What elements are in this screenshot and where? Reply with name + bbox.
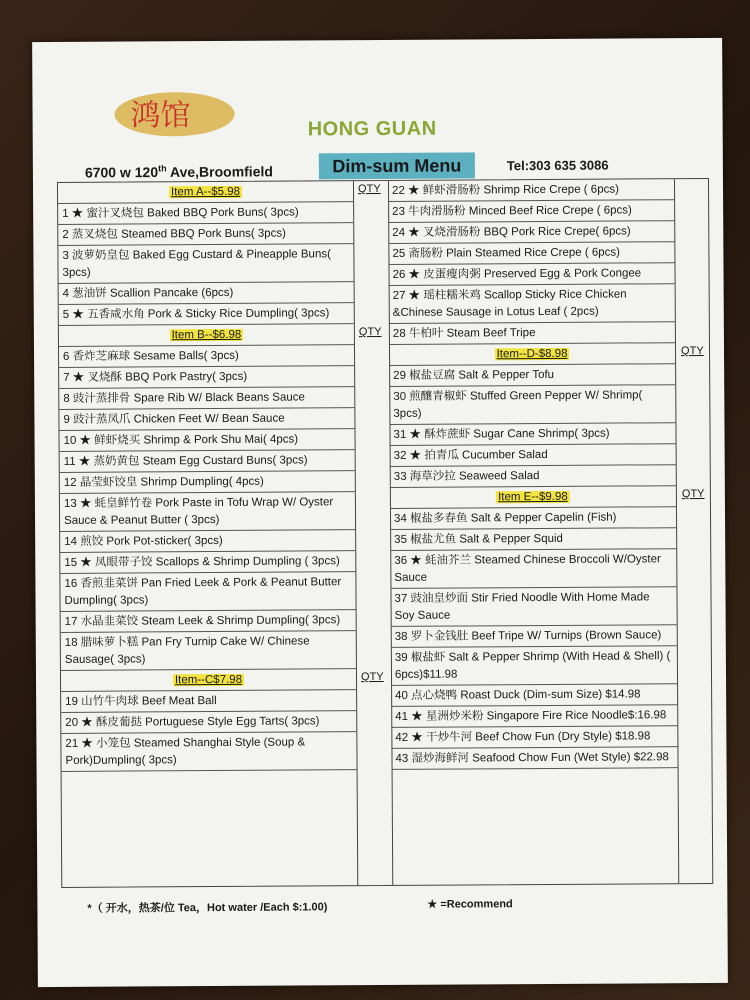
menu-item-12 — [60, 471, 355, 494]
item-english-name: Pan Fried Leek & Pork & Peanut Butter Dumpling( 3pcs) — [64, 576, 342, 607]
item-english-name: Steamed Shanghai Style (Soup & Pork)Dumpling( 3pcs) — [65, 736, 306, 767]
item-english-name: Beef Chow Fun (Dry Style) $18.98 — [475, 730, 651, 744]
footer-note: *（ 开水，热茶/位 Tea，Hot water /Each $:1.00) — [87, 901, 328, 915]
item-number: 4 — [62, 287, 73, 300]
item-english-name: Pan Fry Turnip Cake W/ Chinese Sausage( 3pcs) — [64, 635, 310, 666]
item-english-name: Scallop Sticky Rice Chicken &Chinese Sausage in Lotus Leaf ( 2pcs) — [392, 288, 627, 319]
item-english-name: Chicken Feet W/ Bean Sauce — [133, 412, 285, 426]
item-chinese-name: 蚝皇鲜竹卷 — [94, 497, 156, 510]
item-number: 42 ★ — [395, 731, 427, 744]
menu-item-41 — [391, 705, 677, 728]
item-number: 32 ★ — [393, 449, 425, 462]
logo-text: 鸿馆 — [130, 98, 191, 134]
item-english-name: Steam Beef Tripe — [446, 327, 536, 340]
item-number: 2 — [62, 228, 72, 241]
item-number: 5 ★ — [62, 308, 88, 321]
item-english-name: Roast Duck (Dim-sum Size) $14.98 — [460, 688, 641, 702]
item-number: 14 — [64, 535, 81, 548]
menu-paper — [32, 38, 728, 987]
item-chinese-name: 豉汁蒸排骨 — [72, 392, 134, 405]
section-price-label: Item E--$9.98 — [498, 490, 568, 504]
item-number: 16 — [64, 577, 81, 590]
item-number: 30 — [393, 390, 410, 403]
section-price-label: Item--C$7.98 — [174, 673, 243, 687]
item-english-name: Cucumber Salad — [462, 448, 548, 462]
item-english-name: Sugar Cane Shrimp( 3pcs) — [473, 427, 610, 441]
item-chinese-name: 香煎韭菜饼 — [80, 577, 142, 590]
item-number: 33 — [393, 470, 410, 483]
item-chinese-name: 蚝油芥兰 — [424, 554, 475, 567]
menu-item-1 — [58, 202, 353, 225]
item-english-name: Plain Steamed Rice Crepe ( 6pcs) — [446, 246, 621, 260]
item-chinese-name: 椒盐多春鱼 — [410, 512, 471, 525]
item-english-name: Spare Rib W/ Black Beans Sauce — [133, 391, 305, 405]
item-number: 20 ★ — [65, 716, 97, 729]
item-english-name: BBQ Pork Rice Crepe( 6pcs) — [483, 225, 631, 239]
item-number: 8 — [63, 392, 73, 405]
menu-item-30 — [389, 385, 675, 425]
item-number: 1 ★ — [62, 207, 87, 220]
qty-label: QTY — [681, 488, 705, 501]
menu-item-21 — [61, 732, 356, 772]
item-chinese-name: 凤眼带子饺 — [94, 556, 156, 569]
menu-item-25 — [388, 242, 674, 265]
item-english-name: Baked BBQ Pork Buns( 3pcs) — [147, 206, 299, 220]
item-number: 15 ★ — [64, 556, 96, 569]
menu-item-29 — [389, 364, 675, 387]
item-number: 34 — [394, 512, 411, 525]
item-chinese-name: 腊味萝卜糕 — [80, 636, 142, 649]
item-number: 13 ★ — [63, 497, 95, 510]
item-chinese-name: 点心烧鸭 — [411, 689, 461, 702]
phone-number: Tel:303 635 3086 — [506, 157, 609, 174]
item-english-name: Portuguese Style Egg Tarts( 3pcs) — [145, 715, 320, 729]
item-number: 18 — [64, 636, 81, 649]
item-chinese-name: 牛肉滑肠粉 — [408, 205, 469, 218]
recommend-legend: ★ =Recommend — [427, 898, 513, 911]
menu-item-18 — [61, 631, 356, 671]
menu-item-22 — [388, 179, 674, 202]
item-number: 6 — [63, 350, 73, 363]
item-number: 27 ★ — [392, 289, 424, 302]
menu-item-2 — [58, 223, 353, 246]
menu-item-24 — [388, 221, 674, 244]
menu-item-38 — [391, 625, 677, 648]
item-english-name: Shrimp Rice Crepe ( 6pcs) — [483, 183, 619, 197]
item-english-name: Beef Meat Ball — [141, 695, 217, 708]
item-english-name: Shrimp & Pork Shu Mai( 4pcs) — [143, 433, 299, 447]
item-chinese-name: 海草沙拉 — [409, 470, 460, 483]
menu-item-42 — [391, 726, 677, 749]
item-chinese-name: 五香咸水角 — [87, 308, 148, 321]
menu-item-36 — [390, 549, 676, 589]
item-chinese-name: 鲜虾烧买 — [94, 434, 144, 447]
menu-item-11 — [60, 450, 355, 473]
item-number: 3 — [62, 249, 73, 262]
item-number: 41 ★ — [395, 710, 426, 723]
item-chinese-name: 香炸芝麻球 — [72, 350, 134, 363]
menu-item-3 — [58, 244, 353, 284]
menu-title: Dim-sum Menu — [319, 152, 475, 179]
item-chinese-name: 水晶韭菜饺 — [80, 615, 142, 628]
item-english-name: Stir Fried Noodle With Home Made Soy Sauce — [394, 591, 650, 622]
item-chinese-name: 小笼包 — [96, 737, 134, 750]
item-english-name: Seaweed Salad — [458, 470, 540, 483]
item-english-name: Pork Pot-sticker( 3pcs) — [106, 534, 223, 548]
item-number: 26 ★ — [392, 268, 424, 281]
item-chinese-name: 拍青瓜 — [424, 449, 463, 462]
item-chinese-name: 酥炸蔗虾 — [424, 428, 474, 441]
item-chinese-name: 煎饺 — [80, 535, 107, 548]
item-chinese-name: 酥皮葡挞 — [95, 716, 146, 729]
item-chinese-name: 煎釀青椒虾 — [409, 390, 471, 403]
item-english-name: Salt & Pepper Squid — [459, 532, 563, 546]
menu-item-7 — [59, 366, 354, 389]
menu-item-15 — [60, 551, 355, 574]
item-english-name: Salt & Pepper Capelin (Fish) — [470, 511, 617, 525]
menu-item-8 — [59, 387, 354, 410]
item-number: 29 — [393, 369, 410, 382]
item-number: 23 — [392, 205, 409, 218]
section-price-label: Item A--$5.98 — [170, 185, 241, 199]
menu-item-31 — [389, 423, 675, 446]
item-number: 38 — [394, 630, 411, 643]
item-number: 28 — [392, 327, 409, 340]
item-english-name: Sesame Balls( 3pcs) — [133, 349, 239, 363]
menu-item-26 — [388, 263, 674, 286]
item-english-name: Stuffed Green Pepper W/ Shrimp( 3pcs) — [393, 389, 643, 420]
section-price-label: Item B--$6.98 — [171, 328, 242, 342]
qty-label: QTY — [357, 182, 381, 196]
menu-item-16 — [60, 572, 355, 612]
section-header — [58, 181, 353, 204]
item-chinese-name: 干炒牛河 — [426, 731, 476, 744]
item-english-name: Steam Leek & Shrimp Dumpling( 3pcs) — [141, 614, 341, 628]
menu-item-4 — [59, 282, 354, 305]
section-header — [390, 486, 676, 509]
menu-grid — [57, 178, 713, 888]
item-english-name: Steamed Chinese Broccoli W/Oyster Sauce — [394, 553, 661, 584]
item-english-name: Pork & Sticky Rice Dumpling( 3pcs) — [147, 307, 330, 321]
restaurant-name: HONG GUAN — [307, 117, 437, 141]
menu-item-40 — [391, 684, 677, 707]
menu-item-28 — [389, 322, 675, 345]
qty-label: QTY — [358, 325, 382, 339]
menu-item-32 — [390, 444, 676, 467]
item-number: 22 ★ — [391, 184, 423, 197]
item-number: 12 — [63, 476, 80, 489]
qty-label: QTY — [360, 670, 384, 684]
menu-item-35 — [390, 528, 676, 551]
item-number: 19 — [65, 695, 82, 708]
menu-item-20 — [61, 711, 356, 734]
restaurant-logo — [112, 89, 237, 140]
menu-item-13 — [60, 492, 355, 532]
item-number: 24 ★ — [392, 226, 424, 239]
item-english-name: Pork Paste in Tofu Wrap W/ Oyster Sauce & Peanut Butter ( 3pcs) — [64, 496, 334, 527]
item-english-name: Minced Beef Rice Crepe ( 6pcs) — [468, 204, 632, 218]
item-english-name: Steam Egg Custard Buns( 3pcs) — [142, 454, 308, 468]
item-chinese-name: 椒盐豆腐 — [409, 369, 459, 382]
item-english-name: Scallion Pancake (6pcs) — [109, 286, 234, 300]
item-chinese-name: 波萝奶皇包 — [71, 249, 133, 262]
menu-item-33 — [390, 465, 676, 488]
item-number: 10 ★ — [63, 434, 95, 447]
item-number: 7 ★ — [63, 371, 88, 384]
section-price-label: Item--D-$8.98 — [496, 347, 568, 361]
item-chinese-name: 叉烧滑肠粉 — [422, 226, 484, 239]
menu-item-39 — [391, 646, 677, 686]
item-chinese-name: 斋肠粉 — [408, 247, 447, 260]
item-number: 11 ★ — [63, 455, 94, 468]
item-chinese-name: 椒盐尤鱼 — [410, 533, 460, 546]
item-chinese-name: 蜜汁叉烧包 — [86, 207, 148, 220]
menu-item-9 — [59, 408, 354, 431]
item-chinese-name: 牛柏叶 — [408, 327, 447, 340]
item-english-name: Seafood Chow Fun (Wet Style) $22.98 — [472, 751, 669, 765]
menu-item-10 — [59, 429, 354, 452]
item-chinese-name: 豉油皇炒面 — [410, 592, 472, 605]
item-number: 9 — [63, 413, 74, 426]
menu-item-27 — [389, 284, 675, 324]
item-english-name: Beef Tripe W/ Turnips (Brown Sauce) — [471, 629, 662, 643]
item-chinese-name: 豉汁蒸凤爪 — [72, 413, 134, 426]
item-english-name: Steamed BBQ Pork Buns( 3pcs) — [121, 227, 287, 241]
section-header — [389, 343, 675, 366]
item-chinese-name: 叉烧酥 — [87, 371, 126, 384]
menu-item-37 — [390, 587, 676, 627]
item-number: 43 — [395, 752, 412, 765]
address: 6700 w 120th Ave,Broomfield — [84, 163, 273, 181]
menu-item-17 — [61, 610, 356, 633]
item-number: 37 — [394, 592, 411, 605]
item-chinese-name: 罗卜金钱肚 — [410, 630, 472, 643]
menu-item-34 — [390, 507, 676, 530]
item-chinese-name: 椒盐虾 — [410, 651, 449, 664]
item-chinese-name: 蒸奶黄包 — [93, 455, 143, 468]
item-chinese-name: 山竹牛肉球 — [81, 695, 142, 708]
item-number: 40 — [395, 689, 412, 702]
menu-item-43 — [391, 747, 677, 770]
item-english-name: Salt & Pepper Shrimp (With Head & Shell) ( 6pcs)$11.98 — [394, 650, 671, 681]
item-number: 31 ★ — [393, 428, 425, 441]
item-english-name: Preserved Egg & Pork Congee — [483, 267, 642, 281]
item-chinese-name: 晶莹虾饺皇 — [79, 476, 141, 489]
menu-item-5 — [59, 303, 354, 326]
item-english-name: Salt & Pepper Tofu — [458, 368, 555, 382]
item-english-name: Scallops & Shrimp Dumpling ( 3pcs) — [155, 555, 340, 569]
section-header — [61, 669, 356, 692]
item-chinese-name: 瑶柱糯米鸡 — [423, 289, 485, 302]
item-chinese-name: 蒸叉烧包 — [71, 228, 122, 241]
item-english-name: Singapore Fire Rice Noodle$:16.98 — [486, 709, 667, 723]
item-chinese-name: 葱油饼 — [72, 287, 110, 300]
item-chinese-name: 皮蛋瘦肉粥 — [423, 268, 484, 281]
menu-item-23 — [388, 200, 674, 223]
qty-label: QTY — [680, 345, 704, 358]
item-english-name: Shrimp Dumpling( 4pcs) — [140, 475, 264, 489]
item-number: 25 — [392, 247, 409, 260]
item-english-name: Baked Egg Custard & Pineapple Buns( 3pcs) — [62, 248, 331, 279]
item-number: 21 ★ — [65, 737, 97, 750]
menu-item-6 — [59, 345, 354, 368]
item-number: 39 — [394, 651, 411, 664]
item-chinese-name: 湿炒海鲜河 — [411, 752, 473, 765]
item-chinese-name: 星洲炒米粉 — [425, 710, 487, 723]
item-number: 36 ★ — [394, 554, 426, 567]
item-chinese-name: 鲜虾滑肠粉 — [422, 184, 484, 197]
section-header — [59, 324, 354, 347]
menu-item-19 — [61, 690, 356, 713]
item-number: 35 — [394, 533, 411, 546]
menu-item-14 — [60, 530, 355, 553]
item-english-name: BBQ Pork Pastry( 3pcs) — [125, 370, 248, 384]
item-number: 17 — [64, 615, 81, 628]
